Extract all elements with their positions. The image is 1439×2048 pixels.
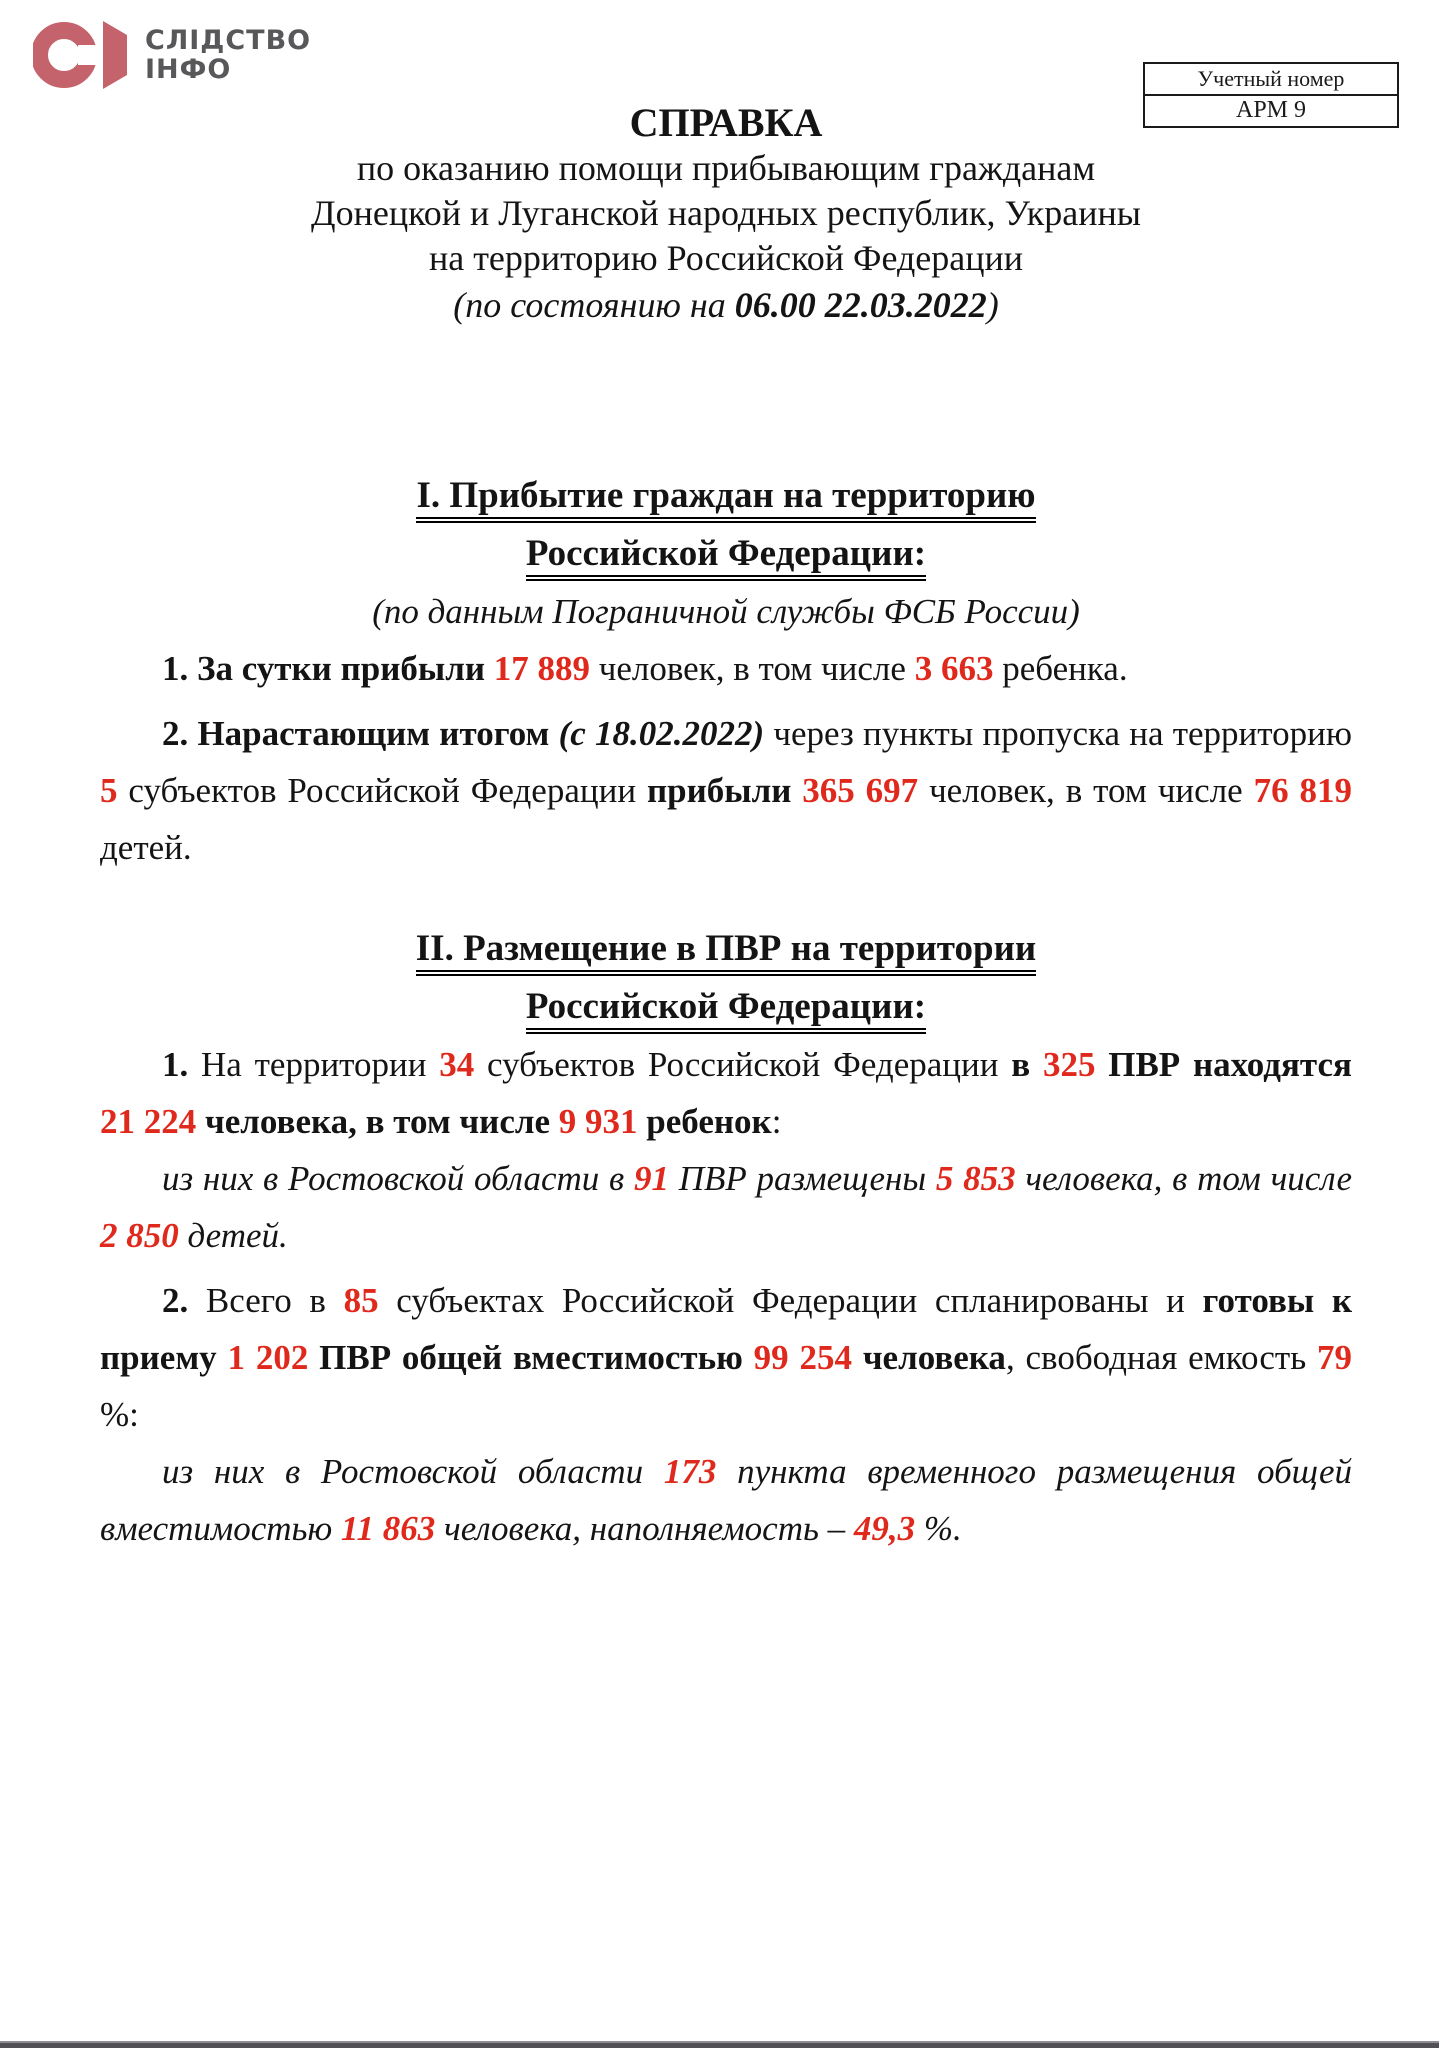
slidstvo-info-logo: [33, 18, 311, 92]
doc-subtitle-line2: Донецкой и Луганской народных республик, Украины: [311, 193, 1141, 233]
section1-paragraph1: 1. За сутки прибыли 17 889 человек, в том числе 3 663 ребенка.: [162, 649, 1128, 688]
viewer-bottom-bar: [0, 2041, 1439, 2048]
si-monogram-icon: [33, 18, 129, 92]
logo-text-line1: СЛІДСТВО: [145, 25, 312, 56]
section2-paragraph2-note: из них в Ростовской области 173 пункта временного размещения общей вместимостью 11 863 человека, наполняемость – 49,3 %.: [100, 1452, 1353, 1548]
registry-number-label: Учетный номер: [1145, 64, 1397, 96]
doc-title: СПРАВКА: [629, 100, 823, 145]
doc-subtitle-line3: на территорию Российской Федерации: [428, 238, 1024, 278]
section2-heading-line1: II. Размещение в ПВР на территории: [100, 920, 1352, 978]
section2-paragraph1-note: из них в Ростовской области в 91 ПВР размещены 5 853 человека, в том числе 2 850 детей.: [100, 1159, 1353, 1255]
document-body: [0, 100, 1439, 1557]
section1-heading-line2: Российской Федерации:: [100, 525, 1352, 583]
doc-subtitle-line1: по оказанию помощи прибывающим гражданам: [356, 148, 1096, 188]
registry-number-box: [1143, 62, 1399, 128]
doc-date-line: (по состоянию на 06.00 22.03.2022): [453, 285, 999, 325]
logo-text: [145, 26, 311, 84]
section2-heading-line2: Российской Федерации:: [100, 978, 1352, 1036]
registry-number-value: АРМ 9: [1235, 97, 1307, 123]
section1-heading-line1: I. Прибытие граждан на территорию: [100, 467, 1352, 525]
logo-text-line2: ІНФО: [145, 54, 232, 85]
section1-paragraph2: 2. Нарастающим итогом (с 18.02.2022) через пункты пропуска на территорию 5 субъектов Российской Федерации прибыли 365 697 человек, в том числе 76 819 детей.: [100, 714, 1352, 867]
section2-paragraph1: 1. На территории 34 субъектов Российской Федерации в 325 ПВР находятся 21 224 человека, в том числе 9 931 ребенок:: [100, 1045, 1352, 1141]
section2-paragraph2: 2. Всего в 85 субъектах Российской Федерации спланированы и готовы к приему 1 202 ПВР общей вместимостью 99 254 человека, свободная емкость 79 %:: [100, 1281, 1353, 1434]
section1-source-note: (по данным Пограничной службы ФСБ России): [372, 592, 1080, 631]
